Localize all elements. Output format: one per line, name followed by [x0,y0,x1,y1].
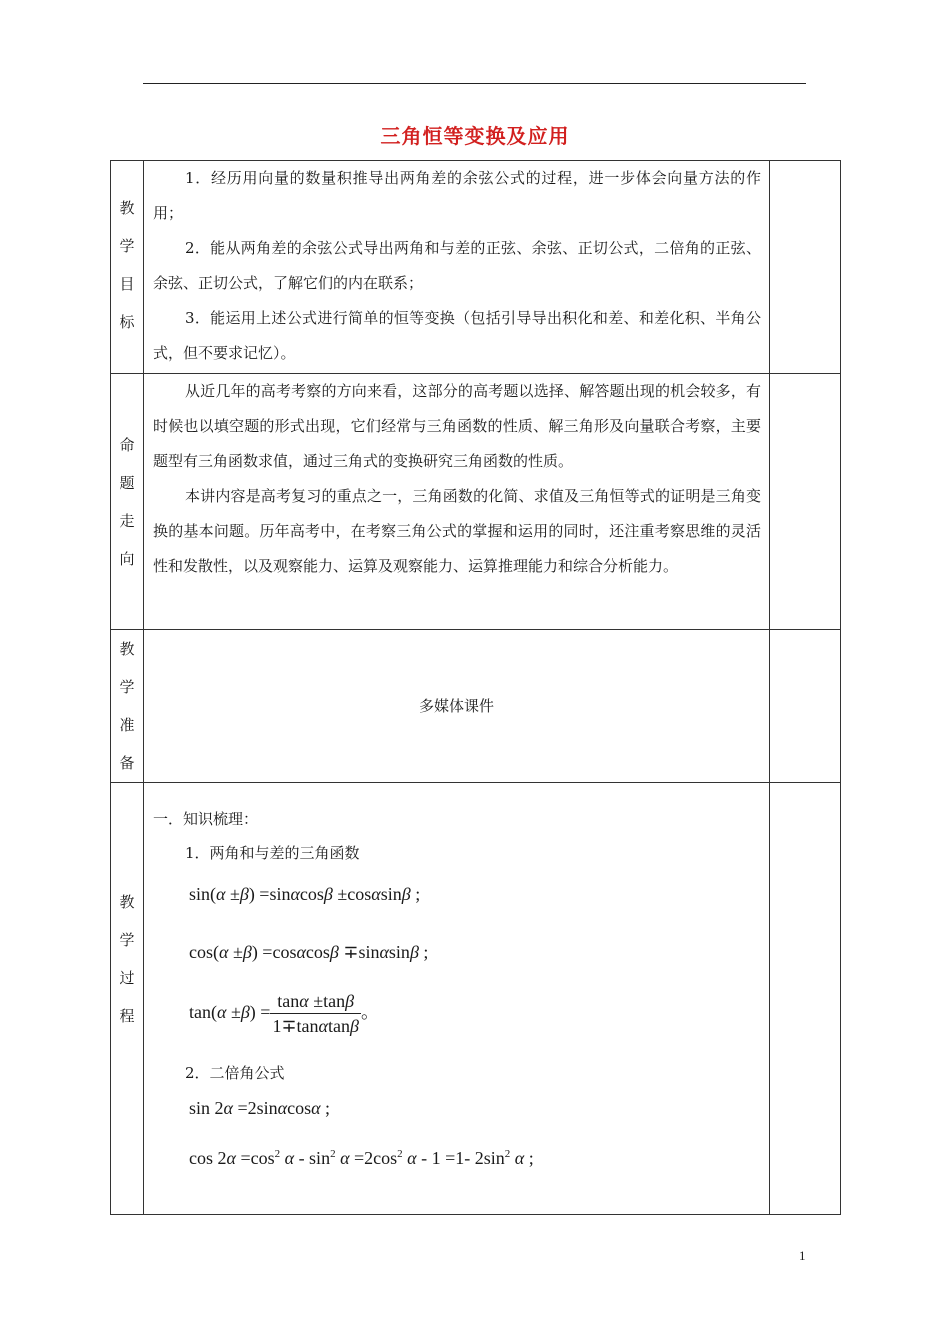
prep-content [144,630,770,783]
notes-cell [770,161,841,374]
process-content [144,783,770,1215]
direction-content [144,374,770,630]
prep-row [111,630,841,783]
goal-item: 2．能从两角差的余弦公式导出两角和与差的正弦、余弦、正切公式，二倍角的正弦、余弦、正切公式，了解它们的内在联系； [153,239,761,292]
subheading: 1．两角和与差的三角函数 [185,844,360,862]
formula-tan-sum: tan(α ±β) = $\frac{\tan\alpha \pm\tan\beta}{1\mp\tan\alpha\tan\beta}$ 。 [189,991,379,1037]
subheading: 2．二倍角公式 [185,1064,285,1083]
direction-label: 命 题 走 向 [111,374,144,630]
goals-row [111,161,841,374]
notes-cell [770,630,841,783]
direction-paragraph: 本讲内容是高考复习的重点之一，三角函数的化简、求值及三角恒等式的证明是三角变换的基本问题。历年高考中，在考察三角公式的掌握和运用的同时，还注重考察思维的灵活性和发散性，以及观察能力、运算及观察能力、运算推理能力和综合分析能力。 [153,487,761,575]
direction-paragraph: 从近几年的高考考察的方向来看，这部分的高考题以选择、解答题出现的机会较多，有时候也以填空题的形式出现，它们经常与三角函数的性质、解三角形及向量联合考察，主要题型有三角函数求值，通过三角式的变换研究三角函数的性质。 [153,382,761,470]
prep-label: 教 学 准 备 [111,630,144,783]
prep-text: 多媒体课件 [418,697,494,715]
goal-item: 1．经历用向量的数量积推导出两角差的余弦公式的过程，进一步体会向量方法的作用； [153,169,761,222]
lesson-plan-table [110,160,841,1215]
formula-sin-sum: sin(α ±β) =sinαcosβ ±cosαsinβ ; [189,884,421,904]
formula-cos-double: $\cos 2\alpha =\cos^2$ $\alpha - \sin^2 \alpha =2\cos^2$ α - 1 =1- $2\sin^2$ α ; [189,1148,534,1169]
goals-content [144,161,770,374]
process-label: 教 学 过 程 [111,783,144,1215]
page-number: 1 [799,1248,806,1263]
page-title: 三角恒等变换及应用 [380,124,570,148]
notes-cell [770,783,841,1215]
goal-item: 3．能运用上述公式进行简单的恒等变换（包括引导导出积化和差、和差化积、半角公式，但不要求记忆）。 [153,309,761,362]
direction-row [111,374,841,630]
notes-cell [770,374,841,630]
header-rule [143,83,806,84]
formula-sin-double: sin 2α =2sinαcosα ; [189,1098,331,1119]
section-heading: 一．知识梳理： [153,810,259,828]
goals-label: 教 学 目 标 [111,161,144,374]
formula-cos-sum: cos(α ±β) =cosαcosβ ∓sinαsinβ ; [189,942,429,962]
process-row [111,783,841,1215]
